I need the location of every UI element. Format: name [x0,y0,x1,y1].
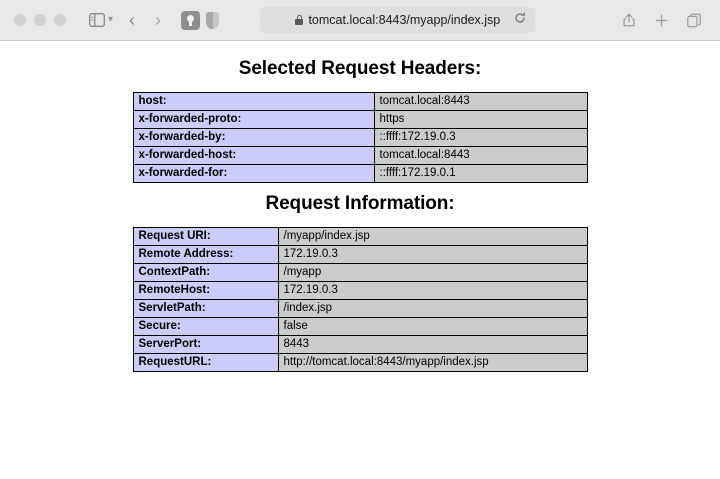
table-row [133,318,587,336]
table-row [133,165,587,183]
headers-section-title: Selected Request Headers: [238,58,482,79]
request-value: 172.19.0.3 [278,282,587,300]
address-bar-content [295,13,500,27]
request-value: /index.jsp [278,300,587,318]
forward-arrow-icon[interactable]: › [155,10,162,30]
table-row [133,264,587,282]
sidebar-icon[interactable] [84,7,110,33]
navigation-controls [119,11,171,29]
request-value: http://tomcat.local:8443/myapp/index.jsp [278,354,587,372]
table-row [133,147,587,165]
header-value: ::ffff:172.19.0.1 [374,165,587,183]
request-key: Secure: [133,318,278,336]
request-key: ServerPort: [133,336,278,354]
tabs-icon[interactable] [684,7,706,33]
back-arrow-icon[interactable]: ‹ [129,10,136,30]
shield-icon[interactable] [206,12,219,29]
table-row [133,300,587,318]
table-row [133,93,587,111]
reload-icon[interactable] [514,11,526,29]
table-row [133,354,587,372]
table-row [133,336,587,354]
maximize-window-button[interactable] [54,14,66,26]
header-key: x-forwarded-proto: [133,111,374,129]
request-key: RemoteHost: [133,282,278,300]
plus-icon[interactable] [651,7,673,33]
header-key: host: [133,93,374,111]
table-row [133,228,587,246]
extension-icons [181,11,219,30]
request-key: Remote Address: [133,246,278,264]
request-value: /myapp/index.jsp [278,228,587,246]
request-value: /myapp [278,264,587,282]
request-key: ServletPath: [133,300,278,318]
share-icon[interactable] [618,7,640,33]
chevron-down-icon[interactable]: ▾ [108,14,114,25]
header-value: ::ffff:172.19.0.3 [374,129,587,147]
header-value: tomcat.local:8443 [374,93,587,111]
selected-request-headers-table [133,92,588,183]
table-row [133,111,587,129]
header-key: x-forwarded-host: [133,147,374,165]
sidebar-controls [84,7,115,33]
headers-table-body [133,93,587,183]
address-bar[interactable] [260,7,535,33]
request-key: ContextPath: [133,264,278,282]
header-key: x-forwarded-for: [133,165,374,183]
header-key: x-forwarded-by: [133,129,374,147]
request-key: Request URI: [133,228,278,246]
table-row [133,282,587,300]
header-value: https [374,111,587,129]
keyhole-icon[interactable] [181,11,200,30]
table-row [133,246,587,264]
header-value: tomcat.local:8443 [374,147,587,165]
lock-icon [295,15,303,25]
url-text: tomcat.local:8443/myapp/index.jsp [308,13,501,27]
close-window-button[interactable] [14,14,26,26]
request-value: 172.19.0.3 [278,246,587,264]
request-information-table [133,227,588,372]
request-section-title: Request Information: [265,193,455,214]
page-content [0,41,720,479]
request-value: false [278,318,587,336]
toolbar-right-actions [618,7,706,33]
request-key: RequestURL: [133,354,278,372]
table-row [133,129,587,147]
request-value: 8443 [278,336,587,354]
browser-toolbar [0,0,720,41]
request-table-body [133,228,587,372]
minimize-window-button[interactable] [34,14,46,26]
window-controls [14,14,66,26]
